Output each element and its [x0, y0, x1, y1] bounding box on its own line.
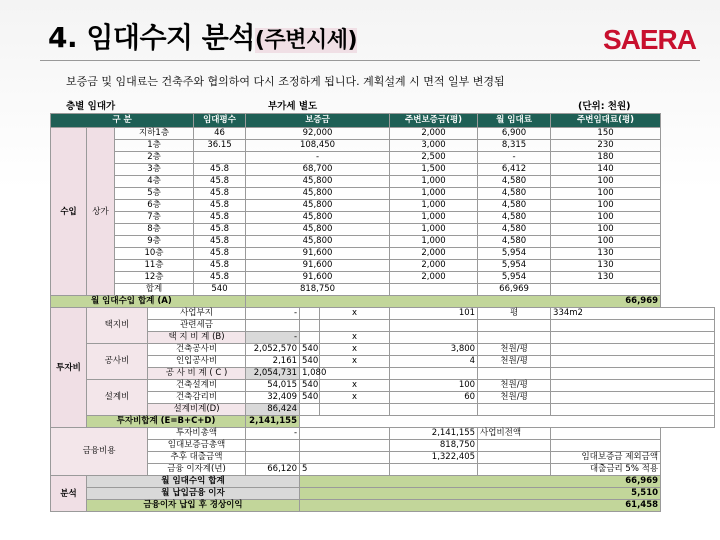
rent-cell: 5,954	[478, 260, 551, 272]
nearby-deposit-cell	[390, 284, 478, 296]
income-row	[51, 128, 715, 140]
nearby-rent-cell: 140	[551, 164, 661, 176]
unit-cell	[478, 320, 551, 332]
unit-price-cell: 101	[390, 308, 478, 320]
item-name: 건축설계비	[148, 380, 246, 392]
finance-row	[51, 464, 715, 476]
note-cell	[551, 380, 715, 392]
rent-cell: 6,412	[478, 164, 551, 176]
item-name: 택 지 비 계 (B)	[148, 332, 246, 344]
rent-cell: -	[478, 152, 551, 164]
page-title	[48, 16, 357, 56]
item-name: 인입공사비	[148, 356, 246, 368]
header-monthly-rent: 월 임대료	[478, 114, 551, 128]
item-name: 관련세금	[148, 320, 246, 332]
item-name: 임대보증금총액	[148, 440, 246, 452]
value-cell	[390, 464, 478, 476]
unit-price-cell	[390, 368, 478, 380]
unit-cell: 사업비전액	[478, 428, 551, 440]
area-cell: 45.8	[194, 200, 246, 212]
income-section-label: 수입	[51, 128, 87, 296]
note-cell	[551, 440, 661, 452]
investment-row	[51, 308, 715, 320]
note-cell: 334m2	[551, 308, 715, 320]
item-name: 추후 대출금액	[148, 452, 246, 464]
retail-label: 상가	[87, 128, 115, 296]
income-row	[51, 176, 715, 188]
rent-cell: 4,580	[478, 176, 551, 188]
rent-cell: 4,580	[478, 200, 551, 212]
land-group-label: 택지비	[87, 308, 148, 344]
quantity-cell: 540	[300, 356, 320, 368]
floor-cell: 4층	[115, 176, 194, 188]
nearby-deposit-cell: 1,000	[390, 200, 478, 212]
area-cell: 45.8	[194, 188, 246, 200]
multiply-cell	[320, 404, 390, 416]
area-cell	[194, 152, 246, 164]
note-cell	[551, 392, 715, 404]
nearby-rent-cell	[551, 284, 661, 296]
unit-cell	[478, 368, 551, 380]
nearby-deposit-cell: 1,000	[390, 224, 478, 236]
area-cell: 36.15	[194, 140, 246, 152]
unit-cell	[478, 464, 551, 476]
amount-cell	[246, 320, 300, 332]
nearby-deposit-cell: 1,000	[390, 176, 478, 188]
quantity-cell	[300, 404, 320, 416]
value-cell: 1,322,405	[390, 452, 478, 464]
unit-price-cell: 60	[390, 392, 478, 404]
area-cell: 45.8	[194, 224, 246, 236]
design-group-label: 설계비	[87, 380, 148, 416]
vat-note: 부가세 별도	[268, 101, 318, 112]
income-total-value: 66,969	[246, 296, 661, 308]
quantity-cell	[300, 428, 390, 440]
nearby-deposit-cell: 2,000	[390, 272, 478, 284]
multiply-cell	[320, 320, 390, 332]
nearby-rent-cell: 100	[551, 188, 661, 200]
income-row	[51, 272, 715, 284]
unit-price-cell	[390, 320, 478, 332]
quantity-cell: 540	[300, 380, 320, 392]
multiply-cell: x	[320, 344, 390, 356]
unit-cell: 천원/평	[478, 380, 551, 392]
income-row	[51, 224, 715, 236]
deposit-cell: 91,600	[246, 260, 390, 272]
floor-cell: 지하1층	[115, 128, 194, 140]
deposit-cell: 818,750	[246, 284, 390, 296]
table-caption: 층별 임대가	[66, 101, 116, 112]
income-row	[51, 140, 715, 152]
note-cell: 대출금리 5% 적용	[551, 464, 661, 476]
value-cell: 818,750	[390, 440, 478, 452]
nearby-deposit-cell: 2,000	[390, 260, 478, 272]
unit-cell: 천원/평	[478, 356, 551, 368]
investment-row	[51, 380, 715, 392]
floor-cell: 5층	[115, 188, 194, 200]
unit-price-cell: 3,800	[390, 344, 478, 356]
investment-total-value: 2,141,155	[246, 416, 300, 428]
analysis-item-value: 61,458	[300, 500, 661, 512]
investment-section-label: 투자비	[51, 308, 87, 428]
area-cell: 45.8	[194, 164, 246, 176]
deposit-cell: 45,800	[246, 224, 390, 236]
investment-total-row	[51, 416, 715, 428]
unit-cell: 천원/평	[478, 392, 551, 404]
unit-cell	[478, 332, 551, 344]
income-row	[51, 284, 715, 296]
unit-cell	[478, 404, 551, 416]
quantity-cell: 540	[300, 344, 320, 356]
unit-price-cell: 4	[390, 356, 478, 368]
deposit-cell: -	[246, 152, 390, 164]
rent-cell: 5,954	[478, 248, 551, 260]
header-nearby-deposit: 주변보증금(평)	[390, 114, 478, 128]
nearby-deposit-cell: 2,500	[390, 152, 478, 164]
finance-row	[51, 428, 715, 440]
rent-cell: 5,954	[478, 272, 551, 284]
amount-cell: 2,054,731	[246, 368, 300, 380]
area-cell: 45.8	[194, 176, 246, 188]
rent-cell: 4,580	[478, 212, 551, 224]
finance-row	[51, 440, 715, 452]
quantity-cell	[300, 440, 390, 452]
quantity-cell: 540	[300, 392, 320, 404]
nearby-rent-cell: 130	[551, 248, 661, 260]
deposit-cell: 45,800	[246, 176, 390, 188]
investment-total-label: 투자비합계 (E=B+C+D)	[87, 416, 246, 428]
note-cell: 임대보증금 제외금액	[551, 452, 661, 464]
amount-cell: 66,120	[246, 464, 300, 476]
floor-cell: 11층	[115, 260, 194, 272]
investment-row	[51, 392, 715, 404]
analysis-section-label: 분석	[51, 476, 87, 512]
finance-section-label: 금융비용	[51, 428, 148, 476]
floor-cell: 2층	[115, 152, 194, 164]
item-name: 건축감리비	[148, 392, 246, 404]
deposit-cell: 92,000	[246, 128, 390, 140]
nearby-rent-cell: 100	[551, 236, 661, 248]
nearby-rent-cell: 100	[551, 224, 661, 236]
quantity-cell	[300, 320, 320, 332]
note-cell	[551, 368, 715, 380]
area-cell: 45.8	[194, 236, 246, 248]
deposit-cell: 45,800	[246, 200, 390, 212]
deposit-cell: 68,700	[246, 164, 390, 176]
unit-price-cell	[390, 404, 478, 416]
nearby-rent-cell: 100	[551, 176, 661, 188]
nearby-rent-cell: 100	[551, 212, 661, 224]
amount-cell	[246, 452, 300, 464]
nearby-deposit-cell: 1,000	[390, 212, 478, 224]
multiply-cell: x	[320, 332, 390, 344]
rent-cell: 6,900	[478, 128, 551, 140]
quantity-cell	[300, 308, 320, 320]
income-row	[51, 260, 715, 272]
deposit-cell: 45,800	[246, 188, 390, 200]
nearby-rent-cell: 150	[551, 128, 661, 140]
page-title-sub: (주변시세)	[254, 28, 358, 53]
deposit-cell: 45,800	[246, 236, 390, 248]
deposit-cell: 91,600	[246, 248, 390, 260]
item-name: 사업부지	[148, 308, 246, 320]
unit-price-cell	[390, 332, 478, 344]
floor-cell: 합계	[115, 284, 194, 296]
header-category: 구 분	[51, 114, 194, 128]
table-header-row	[51, 114, 715, 128]
rent-cell: 4,580	[478, 188, 551, 200]
note-cell	[551, 356, 715, 368]
quantity-cell: 5	[300, 464, 390, 476]
rental-analysis-table	[50, 113, 715, 512]
cons-group-label: 공사비	[87, 344, 148, 380]
area-cell: 45.8	[194, 260, 246, 272]
income-total-label: 월 임대수입 합계 (A)	[51, 296, 246, 308]
rent-cell: 4,580	[478, 236, 551, 248]
floor-cell: 9층	[115, 236, 194, 248]
note-cell	[551, 404, 715, 416]
income-row	[51, 152, 715, 164]
income-row	[51, 200, 715, 212]
note-cell	[551, 344, 715, 356]
investment-row	[51, 404, 715, 416]
company-logo: SAERA	[602, 24, 696, 55]
notice-text: 보증금 및 임대료는 건축주와 협의하여 다시 조정하게 됩니다. 계획설계 시 면적 일부 변경됨	[66, 75, 505, 88]
nearby-deposit-cell: 3,000	[390, 140, 478, 152]
income-total-row	[51, 296, 715, 308]
area-cell: 45.8	[194, 248, 246, 260]
unit-note: (단위: 천원)	[578, 101, 631, 112]
rent-cell: 66,969	[478, 284, 551, 296]
item-name: 금융 이자계(년)	[148, 464, 246, 476]
floor-cell: 8층	[115, 224, 194, 236]
investment-row	[51, 320, 715, 332]
item-name: 투자비총액	[148, 428, 246, 440]
investment-row	[51, 368, 715, 380]
note-cell	[551, 320, 715, 332]
floor-cell: 12층	[115, 272, 194, 284]
nearby-rent-cell: 130	[551, 260, 661, 272]
unit-price-cell: 100	[390, 380, 478, 392]
multiply-cell: x	[320, 356, 390, 368]
analysis-row	[51, 476, 715, 488]
value-cell: 2,141,155	[390, 428, 478, 440]
nearby-rent-cell: 230	[551, 140, 661, 152]
unit-cell: 천원/평	[478, 344, 551, 356]
nearby-rent-cell: 130	[551, 272, 661, 284]
item-name: 건축공사비	[148, 344, 246, 356]
multiply-cell: x	[320, 392, 390, 404]
investment-row	[51, 344, 715, 356]
floor-cell: 3층	[115, 164, 194, 176]
analysis-item-value: 66,969	[300, 476, 661, 488]
floor-cell: 6층	[115, 200, 194, 212]
analysis-row	[51, 488, 715, 500]
multiply-cell	[320, 368, 390, 380]
note-cell	[551, 332, 715, 344]
income-row	[51, 236, 715, 248]
title-divider	[40, 60, 700, 61]
quantity-cell: 1,080	[300, 368, 320, 380]
amount-cell	[246, 440, 300, 452]
amount-cell: -	[246, 332, 300, 344]
nearby-deposit-cell: 1,500	[390, 164, 478, 176]
nearby-rent-cell: 100	[551, 200, 661, 212]
deposit-cell: 108,450	[246, 140, 390, 152]
unit-cell	[478, 452, 551, 464]
quantity-cell	[300, 452, 390, 464]
empty-cell	[300, 416, 715, 428]
investment-row	[51, 332, 715, 344]
income-row	[51, 164, 715, 176]
multiply-cell: x	[320, 380, 390, 392]
area-cell: 45.8	[194, 212, 246, 224]
investment-row	[51, 356, 715, 368]
unit-cell	[478, 440, 551, 452]
item-name: 공 사 비 계 ( C )	[148, 368, 246, 380]
analysis-item-name: 금융이자 납입 후 경상이익	[87, 500, 300, 512]
income-row	[51, 188, 715, 200]
nearby-deposit-cell: 1,000	[390, 188, 478, 200]
amount-cell: -	[246, 428, 300, 440]
header-area: 임대평수	[194, 114, 246, 128]
amount-cell: 2,052,570	[246, 344, 300, 356]
amount-cell: 2,161	[246, 356, 300, 368]
area-cell: 540	[194, 284, 246, 296]
deposit-cell: 45,800	[246, 212, 390, 224]
multiply-cell: x	[320, 308, 390, 320]
header-nearby-rent: 주변임대료(평)	[551, 114, 661, 128]
rent-cell: 4,580	[478, 224, 551, 236]
floor-cell: 7층	[115, 212, 194, 224]
finance-row	[51, 452, 715, 464]
income-row	[51, 248, 715, 260]
item-name: 설계비계(D)	[148, 404, 246, 416]
floor-cell: 10층	[115, 248, 194, 260]
amount-cell: 86,424	[246, 404, 300, 416]
analysis-row	[51, 500, 715, 512]
area-cell: 46	[194, 128, 246, 140]
amount-cell: 32,409	[246, 392, 300, 404]
income-row	[51, 212, 715, 224]
nearby-rent-cell: 180	[551, 152, 661, 164]
note-cell	[551, 428, 661, 440]
floor-cell: 1층	[115, 140, 194, 152]
area-cell: 45.8	[194, 272, 246, 284]
analysis-item-name: 월 납입금융 이자	[87, 488, 300, 500]
analysis-item-value: 5,510	[300, 488, 661, 500]
unit-cell: 평	[478, 308, 551, 320]
amount-cell: 54,015	[246, 380, 300, 392]
deposit-cell: 91,600	[246, 272, 390, 284]
page-title-main: 4. 임대수지 분석	[48, 21, 255, 54]
amount-cell: -	[246, 308, 300, 320]
analysis-item-name: 월 임대수익 합계	[87, 476, 300, 488]
nearby-deposit-cell: 2,000	[390, 248, 478, 260]
nearby-deposit-cell: 1,000	[390, 236, 478, 248]
quantity-cell	[300, 332, 320, 344]
rent-cell: 8,315	[478, 140, 551, 152]
header-deposit: 보증금	[246, 114, 390, 128]
nearby-deposit-cell: 2,000	[390, 128, 478, 140]
